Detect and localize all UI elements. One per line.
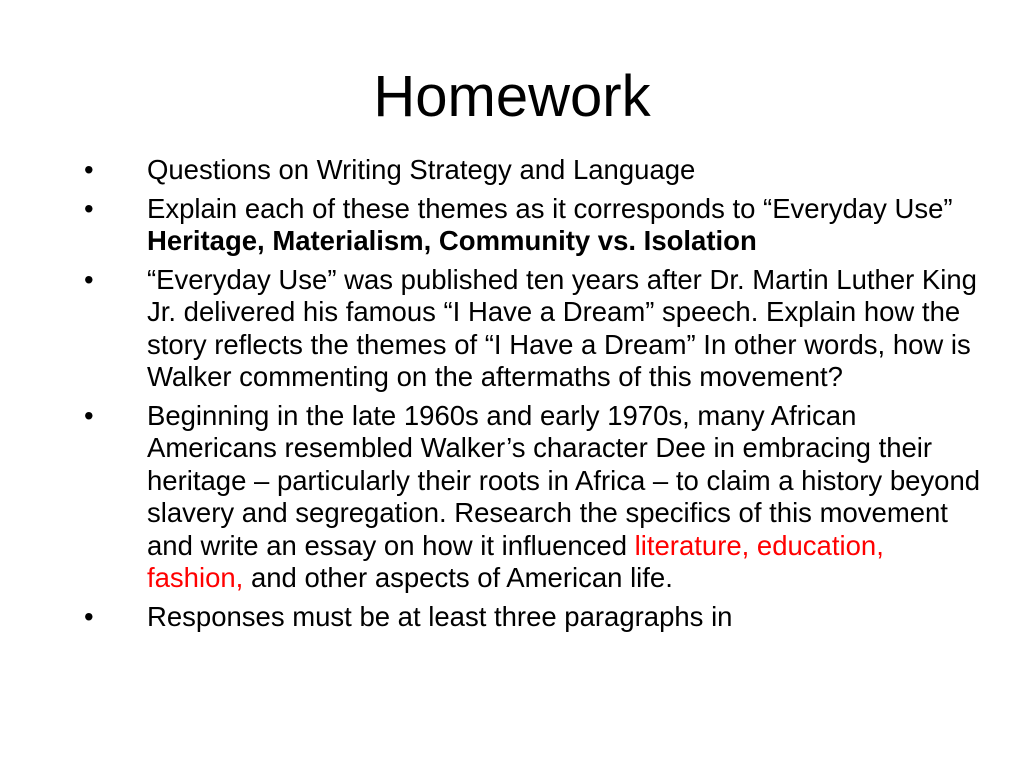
bullet-item-writing-strategy	[0, 154, 1024, 187]
bullet-marker: •	[84, 600, 94, 632]
bullet-marker: •	[84, 154, 94, 185]
bullet-item-responses	[0, 601, 1024, 634]
bullet-item-themes	[0, 193, 1024, 258]
bullet-item-i-have-a-dream	[0, 264, 1024, 394]
bullet-marker: •	[84, 263, 94, 295]
bullet-text: Responses must be at least three paragraphs in	[147, 600, 733, 632]
themes-list: Heritage, Materialism, Community vs. Isolation	[147, 225, 757, 256]
bullet-text-continued: and other aspects of American life.	[243, 562, 673, 593]
bullet-text: “Everyday Use” was published ten years after Dr. Martin Luther King Jr. delivered his famous “I Have a Dream” speech. Explain how the story reflects the themes of “I Have a Dream” In other words, how is Walker commenting on the aftermaths of this movement?	[147, 263, 977, 392]
bullet-item-research-essay	[0, 400, 1024, 595]
bullet-text: Questions on Writing Strategy and Language	[147, 154, 696, 185]
bullet-list	[0, 154, 1024, 639]
bullet-marker: •	[84, 399, 94, 431]
highlighted-topics: literature, education, fashion,	[147, 529, 884, 593]
slide-title: Homework	[373, 64, 651, 129]
bullet-text: Explain each of these themes as it corresponds to “Everyday Use”	[147, 192, 953, 224]
bullet-text: Beginning in the late 1960s and early 1970s, many African Americans resembled Walker’s character Dee in embracing their heritage – particularly their roots in Africa – to claim a history beyond slavery and segregation. Research the specifics of this movement and write an essay on how it influenced	[147, 399, 981, 561]
bullet-marker: •	[84, 192, 94, 224]
